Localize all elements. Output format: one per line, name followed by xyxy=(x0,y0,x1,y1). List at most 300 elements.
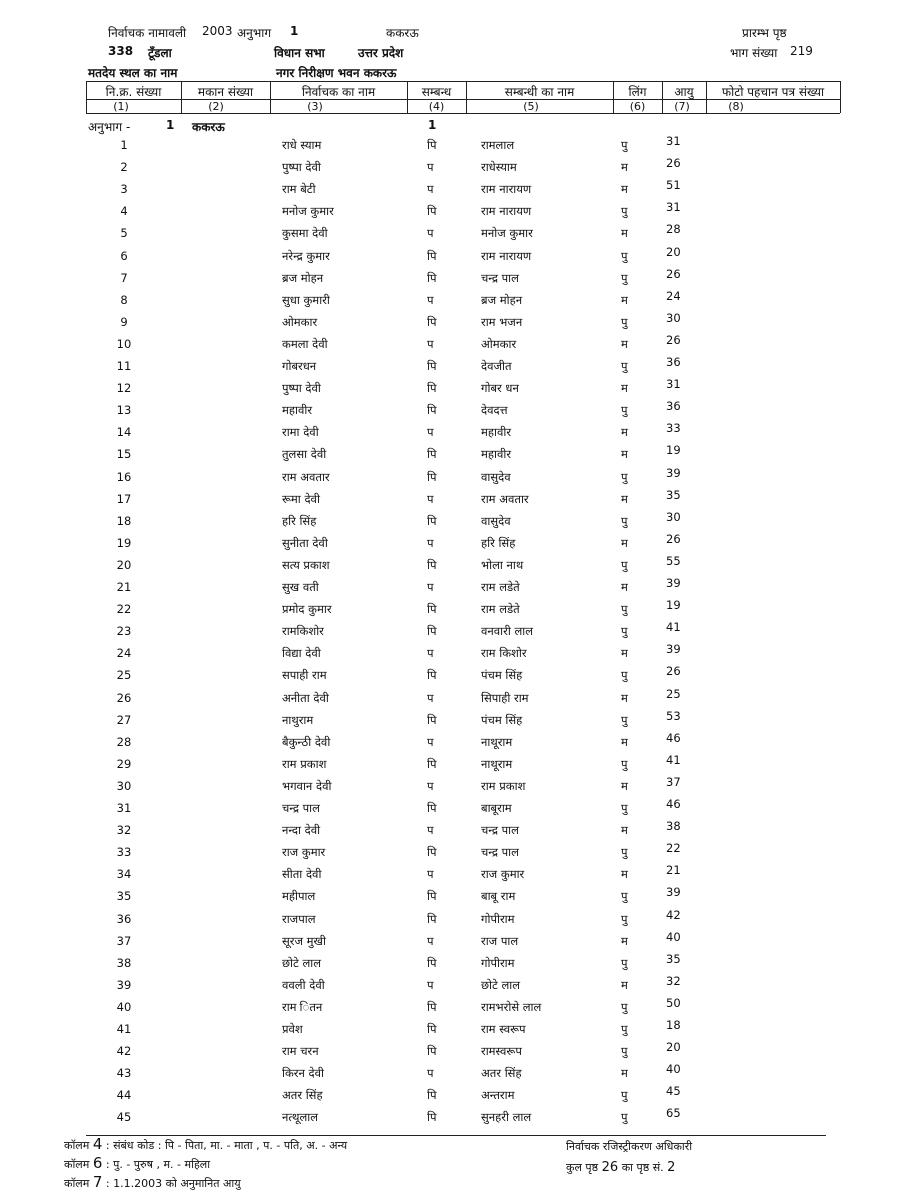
serial-number: 38 xyxy=(116,955,132,970)
elector-name: सत्य प्रकाश xyxy=(282,557,330,572)
age: 26 xyxy=(666,332,681,347)
elector-name: किरन देवी xyxy=(282,1066,325,1081)
age: 19 xyxy=(666,443,681,458)
relative-name: राम नारायण xyxy=(481,248,532,263)
age: 31 xyxy=(666,200,681,215)
elector-name: विद्या देवी xyxy=(282,646,321,661)
table-row xyxy=(0,797,900,823)
sex-code: म xyxy=(621,580,628,594)
age: 26 xyxy=(666,531,681,546)
age: 31 xyxy=(666,377,681,392)
age: 46 xyxy=(666,730,681,745)
elector-name: नरेन्द्र कुमार xyxy=(282,248,330,263)
serial-number: 32 xyxy=(116,823,132,838)
sex-code: म xyxy=(621,292,628,307)
sex-code: पु xyxy=(621,204,628,219)
age: 33 xyxy=(666,421,681,436)
serial-number: 17 xyxy=(116,491,132,506)
sex-code: पु xyxy=(621,712,628,727)
relation-code: पि xyxy=(427,204,437,219)
elector-name: महावीर xyxy=(282,403,313,418)
elector-name: रामकिशोर xyxy=(282,624,324,639)
age: 40 xyxy=(666,1062,681,1077)
part-number: 219 xyxy=(790,44,813,58)
age: 24 xyxy=(666,288,681,303)
relation-code: पि xyxy=(427,469,437,484)
relation-code: पि xyxy=(427,1022,437,1036)
sex-code: पु xyxy=(621,1022,628,1036)
sex-code: म xyxy=(621,425,628,440)
elector-name: रामा देवी xyxy=(282,425,319,440)
elector-name: कमला देवी xyxy=(282,336,328,351)
relation-code: पि xyxy=(427,999,437,1014)
age: 18 xyxy=(666,1018,681,1032)
sex-code: पु xyxy=(621,602,628,617)
elector-name: राम अवतार xyxy=(282,469,330,484)
col-header-relative-name: सम्बन्धी का नाम xyxy=(504,85,575,99)
col-number: (3) xyxy=(307,100,323,113)
serial-number: 14 xyxy=(116,425,132,440)
sex-code: म xyxy=(621,867,628,882)
age: 30 xyxy=(666,310,681,325)
relative-name: बाबू राम xyxy=(481,889,516,904)
serial-number: 43 xyxy=(116,1066,132,1081)
elector-name: सीता देवी xyxy=(282,867,322,882)
elector-name: नाथुराम xyxy=(282,712,314,727)
age: 65 xyxy=(666,1106,681,1121)
relative-name: राम भजन xyxy=(481,314,523,329)
relation-code: प xyxy=(427,226,434,241)
relation-code: प xyxy=(427,646,434,661)
table-row xyxy=(0,310,900,337)
serial-number: 20 xyxy=(116,557,132,572)
age: 46 xyxy=(666,797,681,811)
sex-code: पु xyxy=(621,999,628,1014)
relation-code: प xyxy=(427,336,434,351)
relation-code: प xyxy=(427,491,434,506)
sex-code: पु xyxy=(621,1044,628,1059)
relative-name: रामलाल xyxy=(481,138,515,152)
relation-code: पि xyxy=(427,381,437,396)
table-row xyxy=(0,885,900,911)
table-row xyxy=(0,686,900,713)
sex-code: पु xyxy=(621,138,628,152)
subsection-name: ककरऊ xyxy=(192,120,225,134)
relation-code: पि xyxy=(427,602,437,617)
relation-code: पि xyxy=(427,248,437,263)
serial-number: 9 xyxy=(120,314,128,329)
age: 32 xyxy=(666,973,681,988)
relative-name: गोपीराम xyxy=(481,911,515,926)
elector-name: महीपाल xyxy=(282,889,316,904)
elector-name: पुष्पा देवी xyxy=(282,160,321,175)
sex-code: म xyxy=(621,447,628,462)
relation-code: पि xyxy=(427,955,437,970)
subsection-label: अनुभाग - xyxy=(88,120,131,134)
elector-name: अनीता देवी xyxy=(282,690,329,705)
col-number: (1) xyxy=(113,100,129,113)
constituency-name: टूँडला xyxy=(148,46,172,60)
col-header-age: आयु xyxy=(674,85,694,99)
relative-name: ब्रज मोहन xyxy=(481,292,523,307)
relation-code: प xyxy=(427,690,434,705)
relative-name: सिपाही राम xyxy=(481,690,529,705)
relative-name: पंचम सिंह xyxy=(481,712,523,727)
relation-code: पि xyxy=(427,557,437,572)
serial-number: 31 xyxy=(116,801,132,815)
relative-name: अन्तराम xyxy=(481,1088,515,1103)
elector-name: राम प्रकाश xyxy=(282,756,327,771)
serial-number: 30 xyxy=(116,778,132,793)
age: 45 xyxy=(666,1084,681,1099)
relation-code: प xyxy=(427,160,434,175)
sex-code: पु xyxy=(621,756,628,771)
relative-name: राधेस्याम xyxy=(481,160,517,175)
sex-code: पु xyxy=(621,955,628,970)
age: 30 xyxy=(666,509,681,524)
elector-name: सूरज मुखी xyxy=(282,933,326,948)
age: 41 xyxy=(666,620,681,635)
elector-name: प्रवेश xyxy=(282,1022,303,1036)
serial-number: 6 xyxy=(120,248,128,263)
roll-year: 2003 xyxy=(202,24,233,38)
polling-station-name: नगर निरीक्षण भवन ककरऊ xyxy=(276,66,397,80)
sex-code: पु xyxy=(621,845,628,860)
relative-name: गोबर धन xyxy=(481,381,519,396)
serial-number: 4 xyxy=(120,204,128,219)
relative-name: चन्द्र पाल xyxy=(481,823,519,838)
col-number: (4) xyxy=(428,100,445,113)
table-row xyxy=(0,553,900,580)
age: 53 xyxy=(666,708,681,723)
relation-code: प xyxy=(427,535,434,550)
table-row xyxy=(0,487,900,514)
relative-name: पंचम सिंह xyxy=(481,668,523,683)
sex-code: म xyxy=(621,977,628,992)
elector-name: रूमा देवी xyxy=(282,491,320,506)
age: 19 xyxy=(666,598,681,613)
footer-col-label: कॉलम xyxy=(64,1139,90,1152)
table-row xyxy=(0,156,900,182)
serial-number: 1 xyxy=(120,138,128,152)
footer-col-number: 4 xyxy=(92,1135,103,1153)
sex-code: पु xyxy=(621,911,628,926)
relative-name: राम लडेते xyxy=(481,602,520,617)
age: 36 xyxy=(666,399,681,414)
table-row xyxy=(0,178,900,204)
table-row xyxy=(0,1084,900,1110)
relation-code: पि xyxy=(427,447,437,462)
sex-code: म xyxy=(621,160,628,175)
relative-name: रामभरोसे लाल xyxy=(481,999,542,1014)
serial-number: 5 xyxy=(120,226,128,241)
subsection-number: 1 xyxy=(166,118,175,132)
sex-code: म xyxy=(621,933,628,948)
sex-code: म xyxy=(621,381,628,396)
sex-code: म xyxy=(621,823,628,838)
registration-officer: निर्वाचक रजिस्ट्रीकरण अधिकारी xyxy=(566,1140,693,1153)
serial-number: 13 xyxy=(116,403,132,418)
sex-code: म xyxy=(621,491,628,506)
serial-number: 25 xyxy=(116,668,132,683)
relation-code: पि xyxy=(427,314,437,329)
elector-name: गोबरधन xyxy=(282,359,317,373)
serial-number: 2 xyxy=(120,160,128,175)
age: 55 xyxy=(666,553,681,568)
col-divider xyxy=(840,81,841,113)
relative-name: राज पाल xyxy=(481,933,519,948)
table-row xyxy=(0,1040,900,1066)
table-row xyxy=(0,951,900,978)
age: 20 xyxy=(666,244,681,259)
table-row xyxy=(0,134,900,160)
subsection-relation-number: 1 xyxy=(428,118,437,132)
footer-col-number: 7 xyxy=(92,1173,103,1191)
table-row xyxy=(0,576,900,602)
relation-code: पि xyxy=(427,138,437,152)
elector-name: नन्दा देवी xyxy=(282,823,321,838)
relation-code: प xyxy=(427,977,434,992)
page-count xyxy=(566,1160,675,1175)
relation-code: पि xyxy=(427,845,437,860)
elector-name: ब्रज मोहन xyxy=(282,270,324,285)
sex-code: पु xyxy=(621,469,628,484)
elector-name: ओमकार xyxy=(282,314,318,329)
total-pages: 26 xyxy=(601,1160,619,1175)
sex-code: म xyxy=(621,535,628,550)
age: 20 xyxy=(666,1040,681,1055)
sex-code: म xyxy=(621,690,628,705)
sex-code: म xyxy=(621,646,628,661)
relation-code: पि xyxy=(427,624,437,639)
relative-name: देवजीत xyxy=(481,359,512,373)
sex-code: पु xyxy=(621,270,628,285)
relative-name: राम लडेते xyxy=(481,580,520,594)
elector-name: राम ितन xyxy=(282,999,323,1014)
col-header-house: मकान संख्या xyxy=(197,85,254,99)
table-row xyxy=(0,752,900,779)
serial-number: 15 xyxy=(116,447,132,462)
elector-name: बैकुन्ठी देवी xyxy=(282,734,331,749)
relative-name: नाथूराम xyxy=(481,756,513,771)
table-row xyxy=(0,730,900,757)
relation-code: पि xyxy=(427,756,437,771)
serial-number: 27 xyxy=(116,712,132,727)
sex-code: पु xyxy=(621,403,628,418)
table-row xyxy=(0,399,900,425)
col-number: (2) xyxy=(208,100,224,113)
serial-number: 34 xyxy=(116,867,132,882)
sex-code: पु xyxy=(621,801,628,815)
footer-col-label: कॉलम xyxy=(64,1158,90,1171)
table-row xyxy=(0,929,900,956)
age: 38 xyxy=(666,819,681,834)
page-type: प्रारम्भ पृष्ठ xyxy=(742,26,787,40)
table-row xyxy=(0,841,900,867)
relative-name: वनवारी लाल xyxy=(481,624,534,639)
relative-name: सुनहरी लाल xyxy=(481,1110,532,1125)
relation-code: पि xyxy=(427,1088,437,1103)
relative-name: राम प्रकाश xyxy=(481,778,526,793)
sex-code: पु xyxy=(621,557,628,572)
age: 39 xyxy=(666,465,681,480)
relative-name: चन्द्र पाल xyxy=(481,270,519,285)
serial-number: 18 xyxy=(116,513,132,528)
relation-code: पि xyxy=(427,712,437,727)
table-row xyxy=(0,332,900,359)
relation-code: पि xyxy=(427,1110,437,1125)
footer-col-number: 6 xyxy=(92,1154,103,1172)
serial-number: 7 xyxy=(120,270,128,285)
relative-name: राम नारायण xyxy=(481,182,532,197)
age: 40 xyxy=(666,929,681,944)
table-row xyxy=(0,288,900,315)
relation-code: पि xyxy=(427,359,437,373)
part-label: भाग संख्या xyxy=(730,46,778,60)
sex-code: म xyxy=(621,336,628,351)
relative-name: चन्द्र पाल xyxy=(481,845,519,860)
sex-code: पु xyxy=(621,248,628,263)
relative-name: बाबूराम xyxy=(481,801,512,815)
age: 39 xyxy=(666,642,681,657)
relation-code: प xyxy=(427,182,434,197)
relative-name: महावीर xyxy=(481,425,512,440)
age: 26 xyxy=(666,664,681,679)
relative-name: वासुदेव xyxy=(481,469,511,484)
age: 39 xyxy=(666,885,681,900)
elector-name: चन्द्र पाल xyxy=(282,801,320,815)
age: 37 xyxy=(666,774,681,789)
sex-code: पु xyxy=(621,624,628,639)
serial-number: 12 xyxy=(116,381,132,396)
roll-label: निर्वाचक नामावली xyxy=(108,26,187,40)
relation-code: प xyxy=(427,580,434,594)
relation-code: प xyxy=(427,933,434,948)
relation-code: पि xyxy=(427,801,437,815)
table-row xyxy=(0,465,900,492)
col-number: (6) xyxy=(629,100,646,113)
col-header-photo-id: फोटो पहचान पत्र संख्या xyxy=(721,85,825,99)
serial-number: 36 xyxy=(116,911,132,926)
relation-code: पि xyxy=(427,668,437,683)
table-row xyxy=(0,907,900,934)
table-row xyxy=(0,774,900,801)
table-row xyxy=(0,244,900,271)
table-bottom-rule xyxy=(86,113,840,114)
table-row xyxy=(0,1106,900,1132)
table-row xyxy=(0,377,900,403)
serial-number: 26 xyxy=(116,690,132,705)
table-row xyxy=(0,819,900,845)
relation-code: पि xyxy=(427,403,437,418)
relative-name: भोला नाथ xyxy=(481,557,524,572)
sex-code: म xyxy=(621,778,628,793)
sex-code: पु xyxy=(621,314,628,329)
serial-number: 16 xyxy=(116,469,132,484)
sex-code: म xyxy=(621,182,628,197)
relation-code: पि xyxy=(427,889,437,904)
sex-code: पु xyxy=(621,1088,628,1103)
elector-name: राजपाल xyxy=(282,911,316,926)
serial-number: 41 xyxy=(116,1022,132,1036)
col-header-sex: लिंग xyxy=(628,85,647,99)
table-row xyxy=(0,443,900,469)
assembly-label: विधान सभा xyxy=(274,46,325,60)
elector-name: हरि सिंह xyxy=(282,513,317,528)
col-number: (7) xyxy=(674,100,690,113)
elector-name: अतर सिंह xyxy=(282,1088,323,1103)
relation-code: प xyxy=(427,778,434,793)
elector-name: सुधा कुमारी xyxy=(282,292,330,307)
serial-number: 3 xyxy=(120,182,128,197)
relation-code: पि xyxy=(427,270,437,285)
relative-name: राम स्वरूप xyxy=(481,1022,526,1036)
elector-name: राम बेटी xyxy=(282,182,316,197)
table-top-rule xyxy=(86,81,840,82)
serial-number: 19 xyxy=(116,535,132,550)
elector-name: तुलसा देवी xyxy=(282,447,327,462)
relation-code: प xyxy=(427,292,434,307)
serial-number: 29 xyxy=(116,756,132,771)
table-row xyxy=(0,222,900,248)
relative-name: गोपीराम xyxy=(481,955,515,970)
elector-name: मनोज कुमार xyxy=(282,204,334,219)
age: 26 xyxy=(666,266,681,281)
age: 36 xyxy=(666,355,681,369)
elector-name: राज कुमार xyxy=(282,845,326,860)
table-row xyxy=(0,266,900,293)
polling-station-label: मतदेय स्थल का नाम xyxy=(88,66,178,80)
state-name: उत्तर प्रदेश xyxy=(358,46,404,60)
age: 22 xyxy=(666,841,681,856)
sex-code: म xyxy=(621,734,628,749)
serial-number: 37 xyxy=(116,933,132,948)
table-row xyxy=(0,421,900,447)
relation-code: पि xyxy=(427,1044,437,1059)
serial-number: 11 xyxy=(116,359,132,373)
serial-number: 35 xyxy=(116,889,132,904)
serial-number: 42 xyxy=(116,1044,132,1059)
age: 50 xyxy=(666,995,681,1010)
col-header-serial: नि.क्र. संख्या xyxy=(105,85,162,99)
footer-col-text: : संबंध कोड : पि - पिता, मा. - माता , प. - पति, अ. - अन्य xyxy=(105,1139,348,1152)
serial-number: 8 xyxy=(120,292,128,307)
sex-code: पु xyxy=(621,513,628,528)
serial-number: 40 xyxy=(116,999,132,1014)
total-pages-prefix: कुल पृष्ठ xyxy=(566,1161,599,1174)
age: 51 xyxy=(666,178,681,193)
table-row xyxy=(0,1062,900,1088)
age: 41 xyxy=(666,752,681,767)
col-header-elector-name: निर्वाचक का नाम xyxy=(301,85,376,99)
footer-note-col6 xyxy=(64,1154,210,1172)
relation-code: प xyxy=(427,823,434,838)
age: 21 xyxy=(666,863,681,878)
relation-code: पि xyxy=(427,513,437,528)
table-row xyxy=(0,664,900,690)
relative-name: राम किशोर xyxy=(481,646,527,661)
table-row xyxy=(0,642,900,668)
serial-number: 44 xyxy=(116,1088,132,1103)
footer-col-text: : पु. - पुरुष , म. - महिला xyxy=(105,1158,211,1171)
page-number: 2 xyxy=(667,1160,676,1175)
sex-code: पु xyxy=(621,1110,628,1125)
table-row xyxy=(0,863,900,889)
serial-number: 39 xyxy=(116,977,132,992)
footer-col-text: : 1.1.2003 को अनुमानित आयु xyxy=(105,1177,241,1190)
table-row xyxy=(0,995,900,1022)
section-label: अनुभाग xyxy=(237,26,272,40)
